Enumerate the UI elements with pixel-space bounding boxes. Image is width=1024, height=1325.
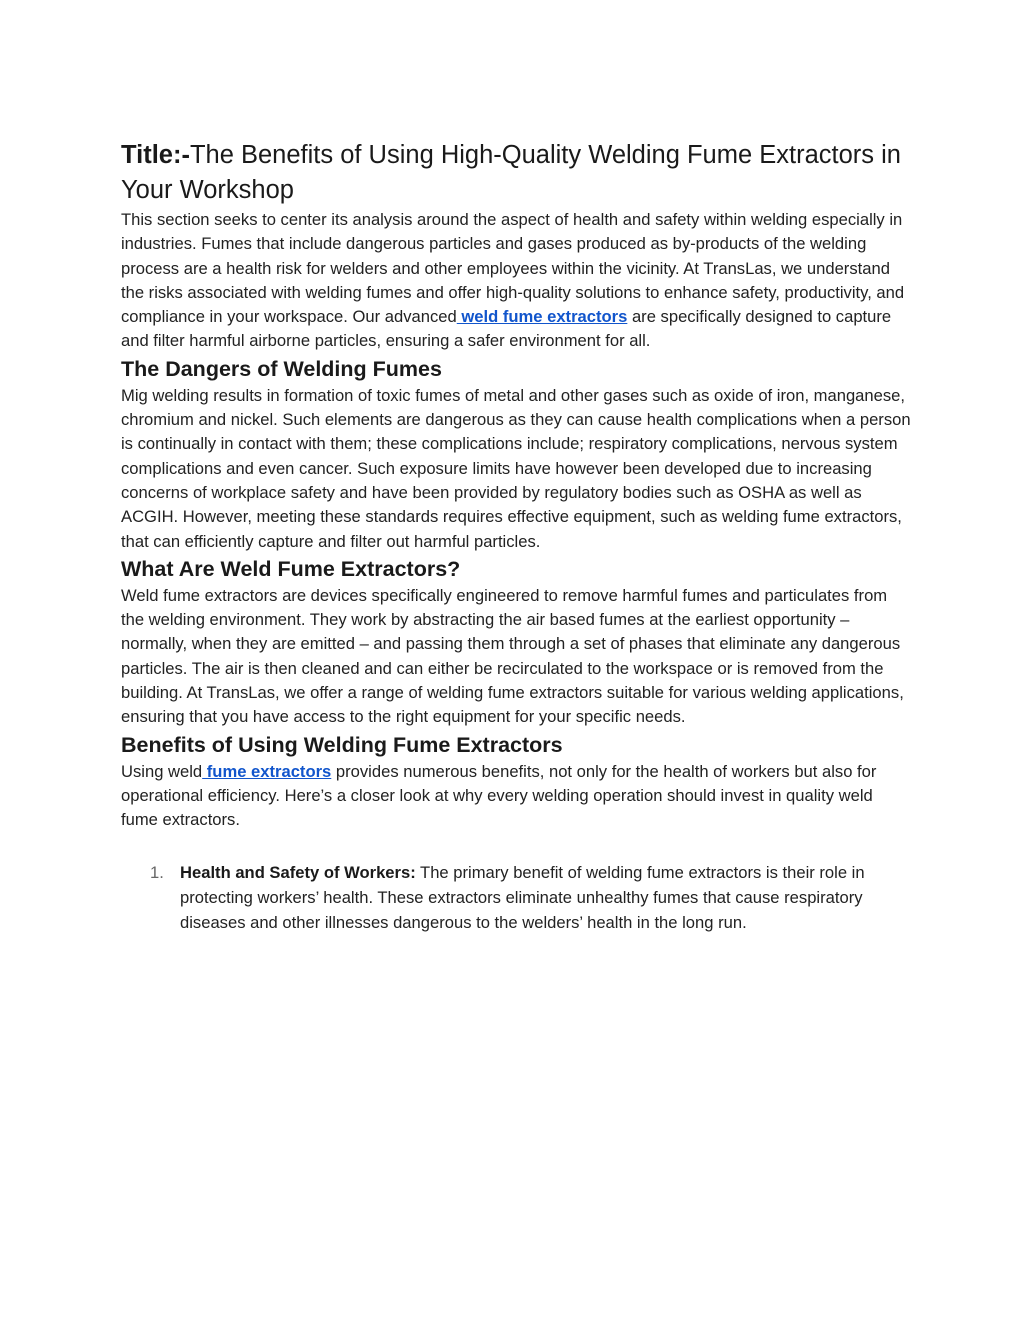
title-text: The Benefits of Using High-Quality Welding Fume Extractors in Your Workshop xyxy=(121,141,901,204)
document-page xyxy=(121,138,911,935)
title-prefix: Title:- xyxy=(121,141,190,169)
intro-text-after-link: are specifically designed to capture and filter harmful airborne particles, ensuring a safer environment for all. xyxy=(121,307,892,351)
list-item-lead: Health and Safety of Workers: xyxy=(180,862,416,882)
intro-paragraph xyxy=(121,208,911,354)
benefits-text-after-link: provides numerous benefits, not only for the health of workers but also for operational efficiency. Here’s a closer look at why every welding operation should invest in quality weld fume extractors. xyxy=(121,761,877,830)
dangers-paragraph: Mig welding results in formation of toxic fumes of metal and other gases such as oxide of iron, manganese, chromium and nickel. Such elements are dangerous as they can cause health complications when a person is continually in contact with them; these complications include; respiratory complications, nervous system complications and even cancer. Such exposure limits have however been developed due to increasing concerns of workplace safety and have been provided by regulatory bodies such as OSHA as well as ACGIH. However, meeting these standards requires effective equipment, such as welding fume extractors, that can efficiently capture and filter out harmful particles. xyxy=(121,385,911,551)
what-are-extractors-paragraph: Weld fume extractors are devices specifically engineered to remove harmful fumes and particulates from the welding environment. They work by abstracting the air based fumes at the earliest opportunity – normally, when they are emitted – and passing them through a set of phases that eliminate any dangerous particles. The air is then cleaned and can either be recirculated to the workspace or is removed from the building. At TransLas, we offer a range of welding fume extractors suitable for various welding applications, ensuring that you have access to the right equipment for your specific needs. xyxy=(121,585,904,727)
section-heading-benefits: Benefits of Using Welding Fume Extractors xyxy=(121,732,563,757)
section-heading-what-are-extractors: What Are Weld Fume Extractors? xyxy=(121,556,461,581)
intro-text-before-link: This section seeks to center its analysis around the aspect of health and safety within welding especially in industries. Fumes that include dangerous particles and gases produced as by-products of the welding process are a health risk for welders and other employees within the vicinity. At TransLas, we understand the risks associated with welding fumes and offer high-quality solutions to enhance safety, productivity, and compliance in your workspace. Our advanced xyxy=(121,210,905,327)
list-item-number: 1. xyxy=(150,862,164,882)
page-title xyxy=(121,138,911,208)
benefits-text-before-link: Using weld xyxy=(121,761,203,781)
weld-fume-extractors-link[interactable]: weld fume extractors xyxy=(456,307,628,327)
list-item xyxy=(121,860,911,935)
list-item-text: The primary benefit of welding fume extractors is their role in protecting workers’ health. These extractors eliminate unhealthy fumes that cause respiratory diseases and other illnesses dangerous to the welders’ health in the long run. xyxy=(180,862,865,932)
fume-extractors-link[interactable]: fume extractors xyxy=(202,761,332,781)
section-heading-dangers: The Dangers of Welding Fumes xyxy=(121,356,442,381)
benefits-list xyxy=(121,860,911,935)
benefits-paragraph xyxy=(121,760,911,833)
